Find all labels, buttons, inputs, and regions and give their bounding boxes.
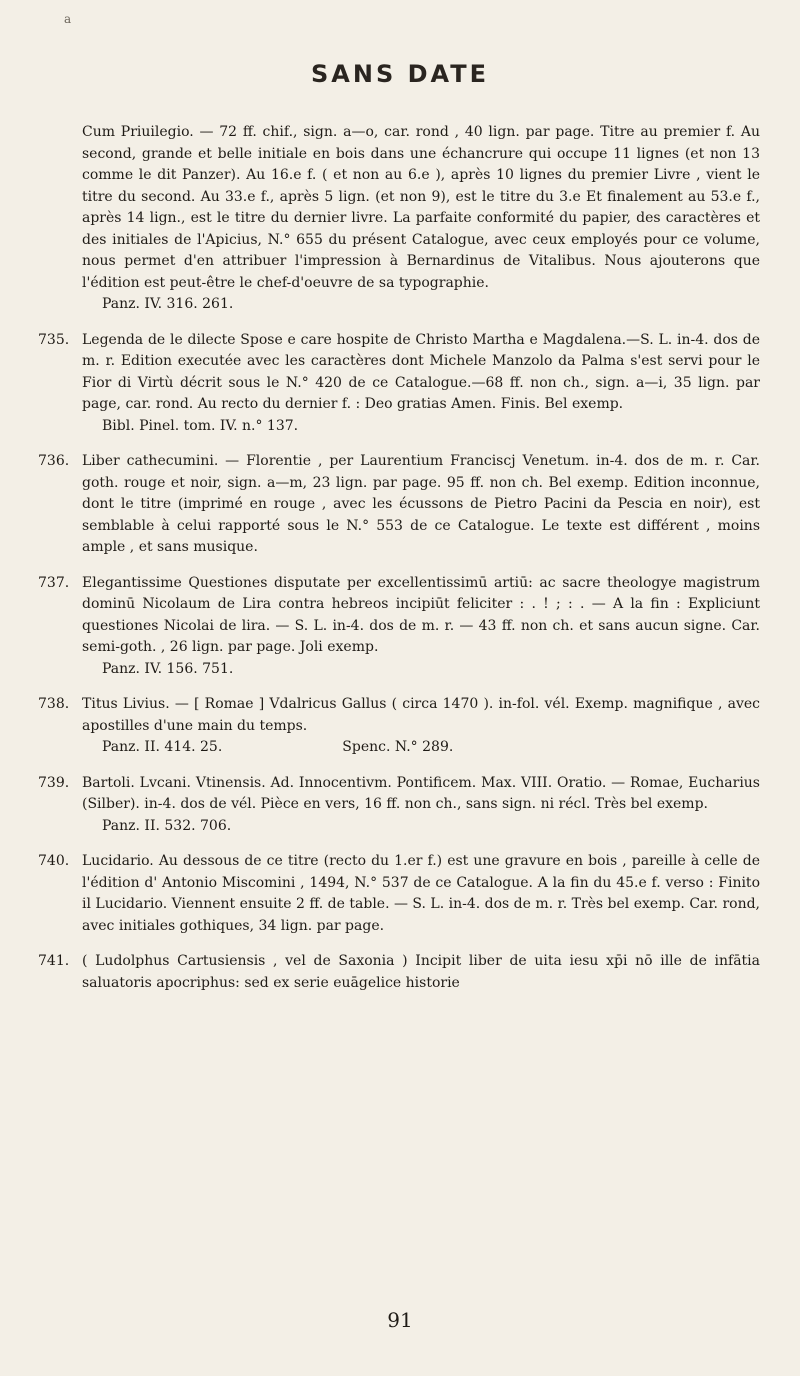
entry-number: 741. — [38, 953, 70, 969]
entry-number: 737. — [38, 574, 70, 591]
catalogue-entry-741 — [38, 951, 760, 994]
entry-number: 735. — [38, 331, 70, 348]
catalogue-entry-735 — [38, 330, 760, 438]
entry-number: 739. — [38, 774, 70, 791]
catalogue-entry-739 — [38, 773, 760, 838]
entry-text: ( Ludolphus Cartusiensis , vel de Saxonia ) Incipit liber de uita iesu xp̄i nō ille de infātia saluatoris apocriphus: sed ex serie euāgelice historie — [82, 953, 760, 991]
catalogue-content — [38, 122, 760, 1008]
page-mark: a — [64, 12, 72, 26]
entry-text: Titus Livius. — [ Romae ] Vdalricus Gallus ( circa 1470 ). in-fol. vél. Exemp. magnifique , avec apostilles d'une main du temps. — [82, 696, 760, 734]
entry-number: 738. — [38, 696, 70, 712]
catalogue-entry-continued — [46, 122, 760, 316]
entry-text: Lucidario. Au dessous de ce titre (recto du 1.er f.) est une gravure en bois , pareille à celle de l'édition d' Antonio Miscomini , 1494, N.° 537 de ce Catalogue. A la fin du 45.e f. verso : Finito il Lucidario. Viennent ensuite 2 ff. de table. — S. L. in-4. dos de m. r. Très bel exemp. Car. rond, avec initiales gothiques, 34 lign. par page. — [82, 853, 760, 934]
entry-text: Cum Priuilegio. — 72 ff. chif., sign. a—o, car. rond , 40 lign. par page. Titre au premier f. Au second, grande et belle initiale en bois dans une échancrure qui occupe 11 lignes (et non 13 comme le dit Panzer). Au 16.e f. ( et non au 6.e ), après 10 lignes du premier Livre , vient le titre du second. Au 33.e f., après 5 lign. (et non 9), est le titre du 3.e Et finalement au 53.e f., après 14 lign., est le titre du dernier livre. La parfaite conformité du papier, des caractères et des initiales de l'Apicius, N.° 655 du présent Catalogue, avec ceux employés pour ce volume, nous permet d'en attribuer l'impression à Bernardinus de Vitalibus. Nous ajouterons que l'édition est peut-être le chef-d'oeuvre de sa typographie. — [82, 124, 760, 291]
catalogue-entry-740 — [38, 851, 760, 937]
entry-reference: Panz. II. 414. 25. — [102, 739, 223, 755]
catalogue-entry-738 — [38, 694, 760, 759]
catalogue-entry-737 — [38, 573, 760, 681]
entry-text: Legenda de le dilecte Spose e care hospite de Christo Martha e Magdalena.—S. L. in-4. dos de m. r. Edition executée avec les caractères dont Michele Manzolo da Palma s'est servi pour le Fior di Virtù décrit sous le N.° 420 de ce Catalogue.—68 ff. non ch., sign. a—i, 35 lign. par page, car. rond. Au recto du dernier f. : Deo gratias Amen. Finis. Bel exemp. — [82, 331, 760, 412]
entry-reference: Panz. IV. 316. 261. — [102, 296, 234, 312]
page-number: 91 — [387, 1308, 413, 1332]
entry-references — [82, 737, 760, 759]
entry-reference: Spenc. N.° 289. — [342, 739, 454, 755]
entry-number: 736. — [38, 453, 70, 469]
page-header: SANS DATE — [311, 60, 489, 88]
catalogue-entry-736 — [38, 451, 760, 559]
entry-text: Elegantissime Questiones disputate per excellentissimū artiū: ac sacre theologye magistrum dominū Nicolaum de Lira contra hebreos incipiūt feliciter : . ! ; : . — A la fin : Expliciunt questiones Nicolai de lira. — S. L. in-4. dos de m. r. — 43 ff. non ch. et sans aucun signe. Car. semi-goth. , 26 lign. par page. Joli exemp. — [82, 574, 760, 655]
entry-text: Bartoli. Lvcani. Vtinensis. Ad. Innocentivm. Pontificem. Max. VIII. Oratio. — Romae, Eucharius (Silber). in-4. dos de vél. Pièce en vers, 16 ff. non ch., sans sign. ni récl. Très bel exemp. — [82, 774, 760, 812]
entry-reference: Panz. II. 532. 706. — [102, 817, 232, 834]
entry-number: 740. — [38, 853, 70, 869]
entry-reference: Panz. IV. 156. 751. — [102, 660, 234, 677]
entry-reference: Bibl. Pinel. tom. IV. n.° 137. — [102, 417, 299, 434]
entry-text: Liber cathecumini. — Florentie , per Laurentium Franciscj Venetum. in-4. dos de m. r. Car. goth. rouge et noir, sign. a—m, 23 lign. par page. 95 ff. non ch. Bel exemp. Edition inconnue, dont le titre (imprimé en rouge , avec les écussons de Pietro Pacini da Pescia en noir), est semblable à celui rapporté sous le N.° 553 de ce Catalogue. Le texte est différent , moins ample , et sans musique. — [82, 453, 760, 555]
